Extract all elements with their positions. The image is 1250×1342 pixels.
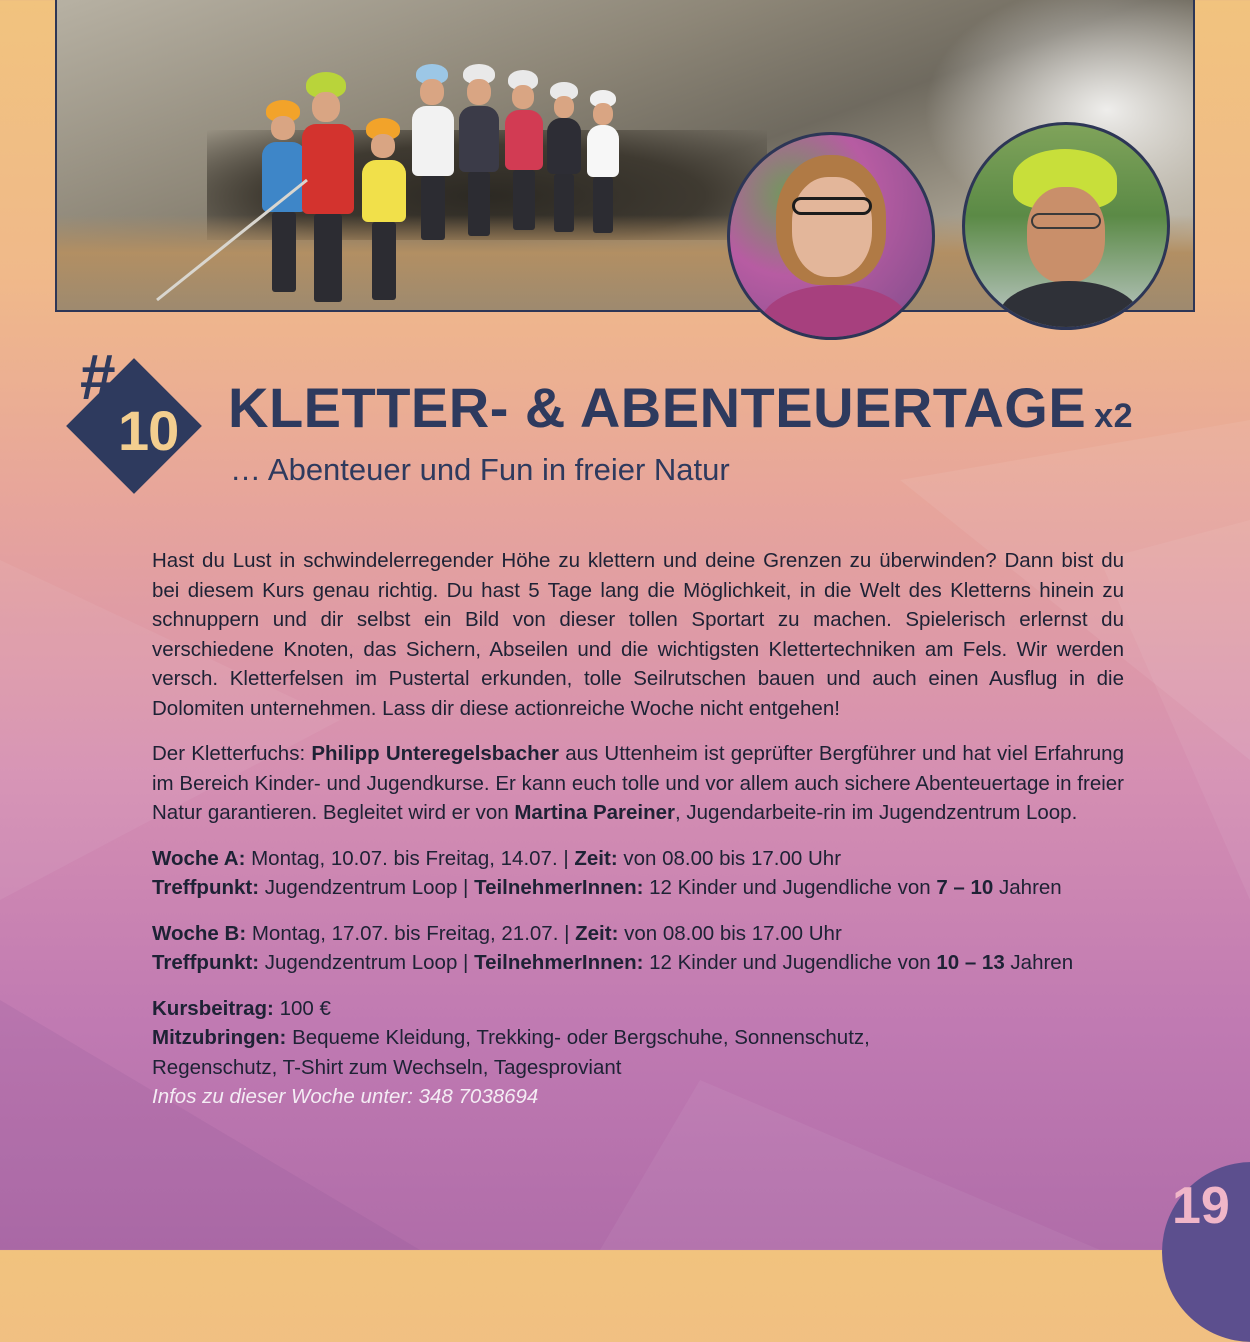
course-title: [228, 376, 1134, 439]
week-a-label: Woche A:: [152, 846, 246, 870]
course-number: 10: [118, 399, 179, 462]
week-b-label: Woche B:: [152, 921, 247, 945]
week-a-time: von 08.00 bis 17.00 Uhr: [617, 846, 842, 870]
week-a-participants-label: TeilnehmerInnen:: [474, 876, 644, 899]
intro-paragraph: Hast du Lust in schwindelerregender Höhe zu klettern und deine Grenzen zu überwinden? Dann bist du bei diesem Kurs genau richtig. Du hast 5 Tage lang die Möglichkeit, in die Welt des Kletterns hinein zu schnuppern und dir selbst ein Bild von dieser tollen Sportart zu machen. Spielerisch erlernst du verschiedene Knoten, das Sichern, Abseilen und die wichtigsten Klettertechniken am Fels. Wir werden versch. Kletterfelsen im Pustertal erkunden, tolle Seilrutschen bauen und auch einen Ausflug in die Dolomiten unternehmen. Lass dir diese actionreiche Woche nicht entgehen!: [152, 549, 1124, 720]
bring-line: [152, 1023, 1124, 1053]
week-b-ages: 10 – 13: [936, 951, 1005, 974]
week-a-ages: 7 – 10: [936, 876, 994, 899]
week-a-details: [152, 873, 1124, 903]
week-a-participants: 12 Kinder und Jugendliche von: [643, 876, 937, 899]
portrait-martina: [727, 132, 935, 340]
week-b-meet: Jugendzentrum Loop |: [259, 951, 475, 974]
course-title-text: KLETTER- & ABENTEUERTAGE: [228, 376, 1087, 439]
week-a-time-label: Zeit:: [574, 846, 618, 870]
leader-name: Philipp Unteregelsbacher: [311, 742, 560, 765]
leaders-text: Der Kletterfuchs:: [152, 742, 312, 765]
course-multiplier: x2: [1094, 397, 1134, 435]
portrait-philipp: [962, 122, 1170, 330]
hash-symbol: #: [80, 341, 116, 413]
week-a-meet: Jugendzentrum Loop |: [259, 876, 475, 899]
co-leader-name: Martina Pareiner: [514, 801, 676, 824]
course-subtitle: … Abenteuer und Fun in freier Natur: [230, 452, 730, 487]
week-b-details: [152, 948, 1124, 978]
page-number: 19: [1172, 1177, 1230, 1235]
leaders-text: aus Uttenheim ist geprüfter Bergführer und hat viel Erfahrung im Bereich Kinder- und Jugendkurse. Er kann euch tolle und vor allem auch sichere Abenteuertage in freier Natur garantieren. Begleitet wird er von: [152, 742, 1124, 824]
bring-items: Bequeme Kleidung, Trekking- oder Bergschuhe, Sonnenschutz,: [286, 1026, 870, 1049]
fee-line: [152, 994, 1124, 1024]
week-a-dates: [152, 844, 1124, 874]
week-a-date-range: Montag, 10.07. bis Freitag, 14.07. |: [245, 846, 575, 870]
week-b-dates: [152, 919, 1124, 949]
week-b-time: von 08.00 bis 17.00 Uhr: [618, 921, 842, 945]
safety-cable: [117, 170, 317, 310]
week-b-time-label: Zeit:: [575, 921, 619, 945]
bring-label: Mitzubringen:: [152, 1026, 287, 1049]
week-b-participants: 12 Kinder und Jugendliche von: [643, 951, 937, 974]
week-b-date-range: Montag, 17.07. bis Freitag, 21.07. |: [246, 921, 576, 945]
fee-label: Kursbeitrag:: [152, 996, 274, 1020]
leaders-paragraph: [152, 739, 1124, 828]
week-b-participants-label: TeilnehmerInnen:: [474, 951, 644, 974]
week-b-ages-suffix: Jahren: [1004, 951, 1074, 974]
week-a-meet-label: Treffpunkt:: [152, 876, 260, 899]
week-b-meet-label: Treffpunkt:: [152, 951, 260, 974]
bring-line-2: Regenschutz, T-Shirt zum Wechseln, Tagesproviant: [152, 1055, 622, 1079]
week-a-ages-suffix: Jahren: [993, 876, 1062, 899]
info-contact: Infos zu dieser Woche unter: 348 7038694: [152, 1085, 539, 1108]
leaders-text: , Jugendarbeite-rin im Jugendzentrum Loop.: [675, 801, 1078, 824]
fee-value: 100 €: [273, 996, 331, 1020]
course-description: [152, 546, 1124, 1112]
